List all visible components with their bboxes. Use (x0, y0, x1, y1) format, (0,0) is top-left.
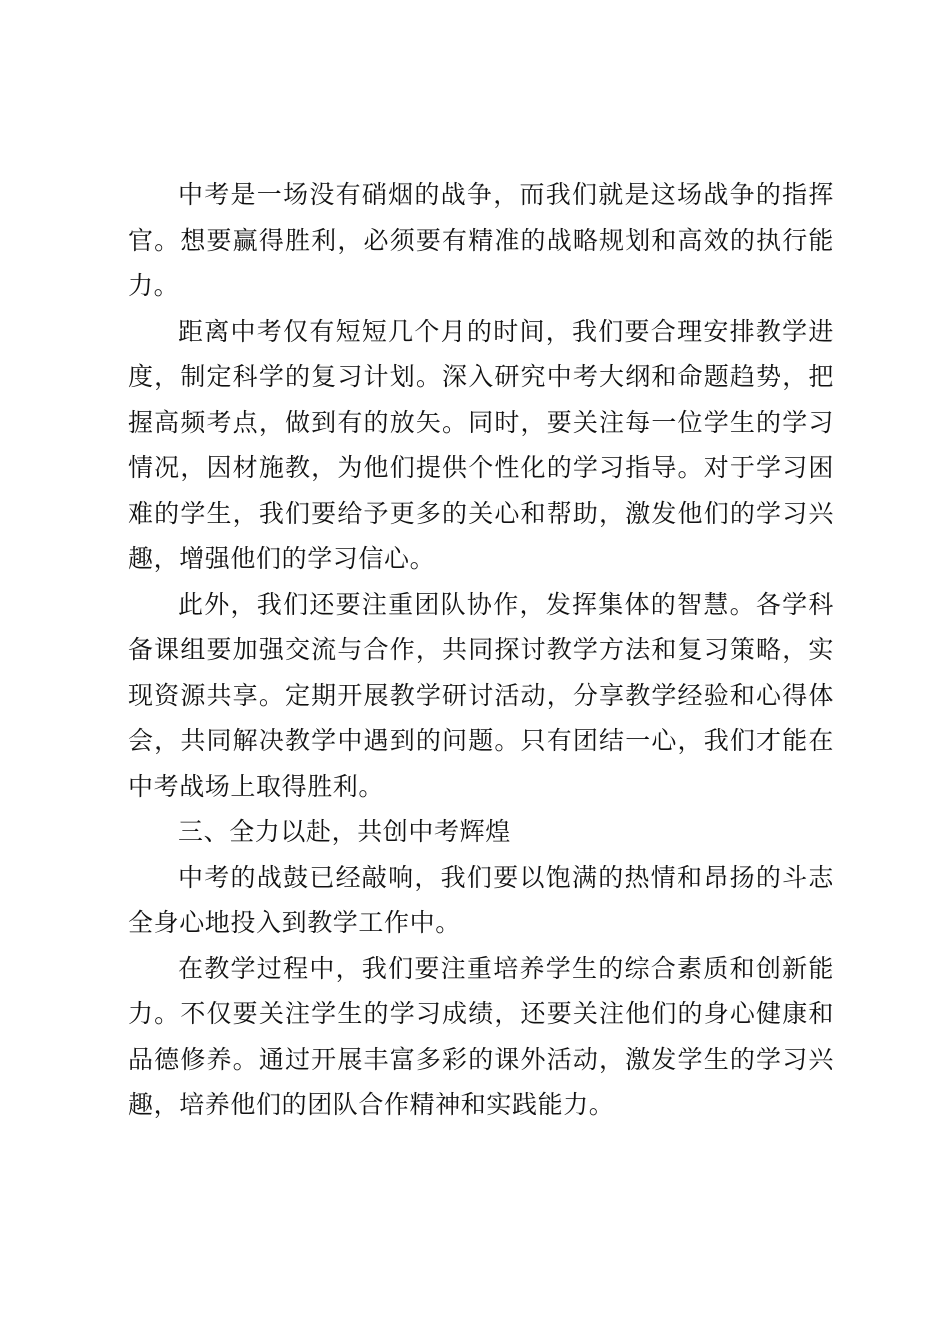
paragraph-comprehensive-quality: 在教学过程中，我们要注重培养学生的综合素质和创新能力。不仅要关注学生的学习成绩，还要关注他们的身心健康和品德修养。通过开展丰富多彩的课外活动，激发学生的学习兴趣，培养他们的团队合作精神和实践能力。 (128, 953, 834, 1119)
section-heading: 三、全力以赴，共创中考辉煌 (178, 817, 511, 846)
document-body (128, 172, 834, 1128)
paragraph-war-drum: 中考的战鼓已经敲响，我们要以饱满的热情和昂扬的斗志全身心地投入到教学工作中。 (128, 862, 834, 937)
paragraph-commander: 中考是一场没有硝烟的战争，而我们就是这场战争的指挥官。想要赢得胜利，必须要有精准的战略规划和高效的执行能力。 (128, 180, 834, 300)
paragraph-teaching-plan: 距离中考仅有短短几个月的时间，我们要合理安排教学进度，制定科学的复习计划。深入研究中考大纲和命题趋势，把握高频考点，做到有的放矢。同时，要关注每一位学生的学习情况，因材施教，为他们提供个性化的学习指导。对于学习困难的学生，我们要给予更多的关心和帮助，激发他们的学习兴趣，增强他们的学习信心。 (128, 316, 834, 573)
paragraph-teamwork: 此外，我们还要注重团队协作，发挥集体的智慧。各学科备课组要加强交流与合作，共同探讨教学方法和复习策略，实现资源共享。定期开展教学研讨活动，分享教学经验和心得体会，共同解决教学中遇到的问题。只有团结一心，我们才能在中考战场上取得胜利。 (128, 589, 834, 801)
